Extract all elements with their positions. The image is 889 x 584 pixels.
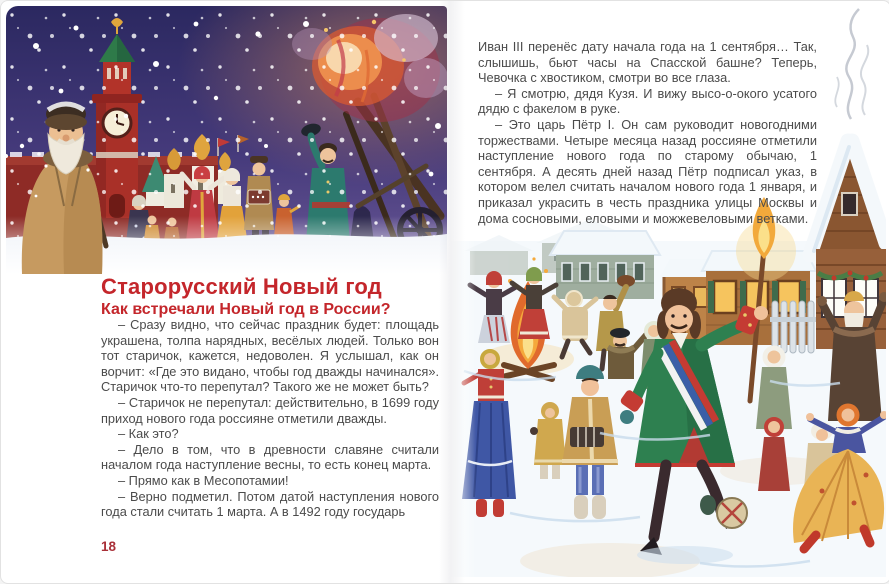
paragraph: – Дело в том, что в древности славяне считали началом года наступление весны, то есть конец марта. xyxy=(101,441,439,473)
paragraph: – Это царь Пётр I. Он сам руководит новогодними торжествами. Четыре месяца назад россияне отметили наступление нового года по старому обычаю, 1 сентября. А десять дней назад Пётр подписал указ, в котором велел считать началом нового года 1 января, и приказал украсить в честь праздника улицы Москвы и дома сосновыми, еловыми и можжевеловыми ветками. xyxy=(478,116,817,226)
illustration-kremlin-night xyxy=(6,6,447,274)
paragraph: – Верно подметил. Потом датой наступления нового года стали считать 1 марта. А в 1492 году государь xyxy=(101,488,439,520)
left-body-text xyxy=(101,317,439,520)
right-body-text xyxy=(478,39,817,226)
chapter-subtitle: Как встречали Новый год в России? xyxy=(101,301,391,319)
chapter-title: Старорусский Новый год xyxy=(101,273,382,299)
paragraph: – Старичок не перепутал: действительно, в 1699 году приход нового года россияне отметили дважды. xyxy=(101,394,439,426)
page-number: 18 xyxy=(101,539,117,554)
teal-mitten xyxy=(620,410,634,424)
paragraph: – Сразу видно, что сейчас праздник будет: площадь украшена, толпа нарядных, весёлых людей. Только вон тот старичок, кажется, недоволен. Я услышал, как он ворчит: «Где это видано, чтобы год дважды начинался». Старичок что-то перепутал? Такого же не может быть? xyxy=(101,317,439,395)
fence xyxy=(770,301,816,353)
paragraph: – Я смотрю, дядя Кузя. И вижу высо-о-окого усатого дядю с факелом в руке. xyxy=(478,85,817,117)
green-house xyxy=(550,231,660,299)
paragraph: Иван III перенёс дату начала года на 1 сентября… Так, слышишь, бьют часы на Спасской башне? Теперь, Чевочка с хвостиком, смотри во все глаза. xyxy=(478,39,817,86)
chimney-smoke xyxy=(813,7,883,125)
paragraph: – Прямо как в Месопотамии! xyxy=(118,472,289,488)
paragraph: – Как это? xyxy=(118,426,179,442)
